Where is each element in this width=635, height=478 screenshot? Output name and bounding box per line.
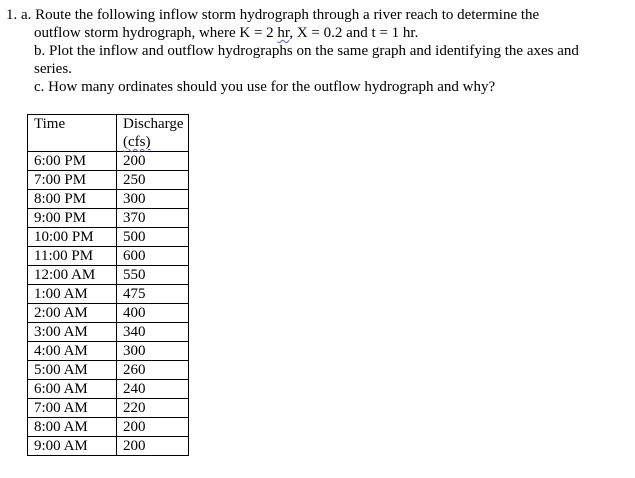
cell-discharge: 260 [117,361,189,380]
table-row [28,323,189,342]
table-row [28,152,189,171]
cell-discharge: 475 [117,285,189,304]
question-part-a-line1: 1. a. Route the following inflow storm hydrograph through a river reach to determine the [6,7,540,23]
cell-discharge: 400 [117,304,189,323]
question-part-a-line2-pre: outflow storm hydrograph, where K = 2 [34,25,278,41]
cell-discharge: 300 [117,342,189,361]
cell-discharge: 200 [117,437,189,456]
cell-discharge: 220 [117,399,189,418]
question-part-a-line2-post: , X = 0.2 and t = 1 hr. [289,25,419,41]
table-row [28,171,189,190]
cell-discharge: 340 [117,323,189,342]
table-row [28,380,189,399]
cell-time: 5:00 AM [28,361,117,380]
table-row [28,285,189,304]
question-part-c-line1: c. How many ordinates should you use for the outflow hydrograph and why? [34,79,496,95]
table-row [28,437,189,456]
table-row [28,247,189,266]
cell-time: 10:00 PM [28,228,117,247]
cell-discharge: 200 [117,418,189,437]
cell-discharge: 300 [117,190,189,209]
cell-time: 1:00 AM [28,285,117,304]
cell-time: 12:00 AM [28,266,117,285]
cell-time: 6:00 AM [28,380,117,399]
cell-discharge: 500 [117,228,189,247]
question-part-a-line2 [6,24,626,42]
table-body [28,152,189,456]
table-header-row [28,115,189,152]
cell-discharge: 550 [117,266,189,285]
cell-time: 4:00 AM [28,342,117,361]
cell-discharge: 600 [117,247,189,266]
header-discharge-label: Discharge [123,116,184,132]
cell-time: 8:00 AM [28,418,117,437]
table-row [28,190,189,209]
table-row [28,399,189,418]
question-text [6,6,626,96]
cell-time: 9:00 AM [28,437,117,456]
header-time: Time [28,115,117,152]
cell-discharge: 250 [117,171,189,190]
cell-time: 7:00 AM [28,399,117,418]
cell-discharge: 200 [117,152,189,171]
table-row [28,209,189,228]
cell-time: 2:00 AM [28,304,117,323]
spellcheck-word-hr: hr [277,25,290,41]
cell-discharge: 370 [117,209,189,228]
header-discharge-unit: (cfs) [123,134,151,150]
cell-time: 9:00 PM [28,209,117,228]
table-row [28,361,189,380]
header-discharge [117,115,189,152]
table-row [28,228,189,247]
cell-time: 8:00 PM [28,190,117,209]
table-row [28,342,189,361]
cell-discharge: 240 [117,380,189,399]
question-part-b-line2: series. [34,61,72,77]
question-part-b-line1: b. Plot the inflow and outflow hydrographs on the same graph and identifying the axes and [34,43,579,59]
table-row [28,304,189,323]
cell-time: 6:00 PM [28,152,117,171]
cell-time: 3:00 AM [28,323,117,342]
table-row [28,266,189,285]
table-row [28,418,189,437]
cell-time: 7:00 PM [28,171,117,190]
cell-time: 11:00 PM [28,247,117,266]
inflow-hydrograph-table [27,114,189,456]
